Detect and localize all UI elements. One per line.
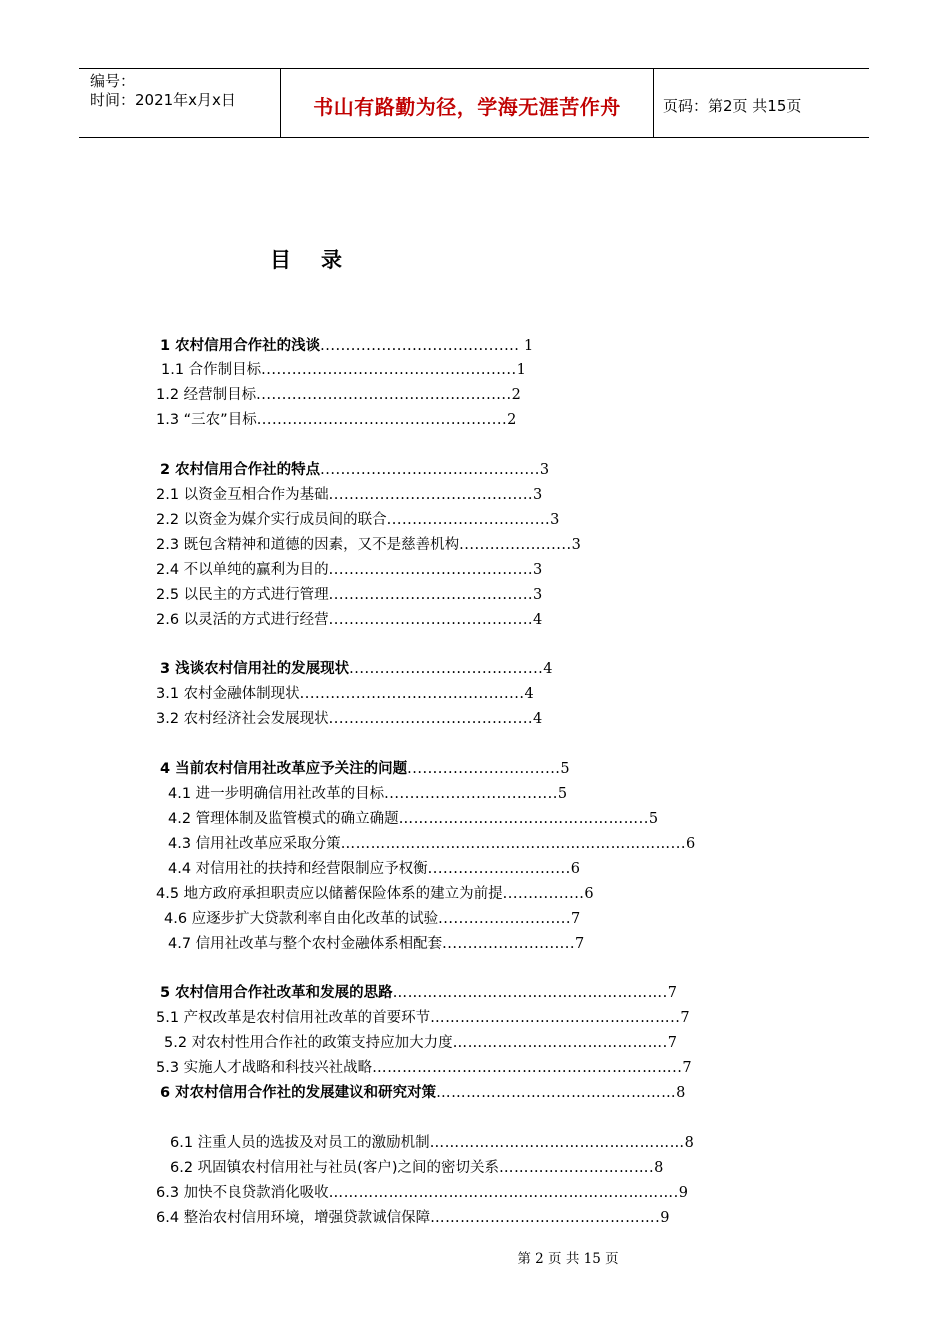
header-page-info <box>653 69 869 137</box>
toc-entry-page: 7 <box>571 911 581 927</box>
toc-entry-title: 4.3 信用社改革应采取分策 <box>168 836 341 852</box>
toc-entry[interactable] <box>160 759 570 779</box>
toc-entry-title: 6.3 加快不良贷款消化吸收 <box>156 1185 329 1201</box>
toc-entry-page: 9 <box>660 1210 670 1226</box>
toc-entry-title: 6.2 巩固镇农村信用社与社员(客户)之间的密切关系 <box>170 1160 499 1176</box>
toc-entry-page: 2 <box>511 387 521 403</box>
toc-entry[interactable] <box>156 1058 692 1078</box>
toc-entry-leader: ……………………………………. <box>452 1035 668 1051</box>
toc-entry[interactable] <box>168 859 580 879</box>
toc-entry-leader: ………………………………………….. <box>398 811 649 827</box>
toc-entry-leader: ........................................... <box>320 462 540 478</box>
toc-entry-page: 3 <box>533 562 543 578</box>
code-label: 编号： <box>90 72 136 90</box>
toc-entry-title: 4 当前农村信用社改革应予关注的问题 <box>160 761 408 777</box>
toc-entry[interactable] <box>168 834 695 854</box>
toc-entry-title: 5.3 实施人才战略和科技兴社战略 <box>156 1060 373 1076</box>
toc-entry-title: 2.1 以资金互相合作为基础 <box>156 487 329 503</box>
toc-entry-page: 3 <box>533 587 543 603</box>
toc-entry-page: 3 <box>539 462 550 478</box>
toc-entry-page: 4 <box>533 612 543 628</box>
toc-entry-title: 3 浅谈农村信用社的发展现状 <box>160 661 350 677</box>
toc-entry[interactable] <box>156 410 516 430</box>
toc-entry-leader: .............................. <box>407 761 561 777</box>
toc-entry-page: 7 <box>667 1035 678 1051</box>
toc-entry-leader: ........................................ <box>328 612 534 628</box>
toc-entry-title: 6.4 整治农村信用环境，增强贷款诚信保障 <box>156 1210 431 1226</box>
toc-entry-leader: ...................................... <box>349 661 544 677</box>
header-motto-cell <box>280 69 654 137</box>
toc-entry[interactable] <box>164 909 580 929</box>
toc-entry-leader: ........................................ <box>328 711 534 727</box>
toc-entry-page: 6 <box>584 886 594 902</box>
toc-entry[interactable] <box>161 360 526 380</box>
toc-entry-title: 1 农村信用合作社的浅谈 <box>160 338 321 354</box>
toc-entry-title: 2.3 既包含精神和道德的因素，又不是慈善机构 <box>156 537 460 553</box>
toc-entry-leader: .......................... <box>442 936 576 952</box>
toc-entry-page: 5 <box>560 761 570 777</box>
toc-entry-leader: …………………………………………………………... <box>340 836 686 852</box>
toc-entry[interactable] <box>156 485 542 505</box>
toc-entry-page: 1 <box>519 338 534 354</box>
page-info-text: 页码：第2页 共15页 <box>663 96 802 115</box>
toc-entry-leader: ................ <box>502 886 585 902</box>
toc-entry-leader: ………………………………………….. <box>430 1010 681 1026</box>
toc-entry[interactable] <box>156 535 581 555</box>
toc-entry-page: 2 <box>507 412 517 428</box>
toc-entry[interactable] <box>168 809 658 829</box>
toc-entry-page: 8 <box>676 1085 686 1101</box>
toc-entry-page: 1 <box>516 362 526 378</box>
toc-entry-leader: …………………………. <box>498 1160 655 1176</box>
toc-entry-leader: .................................. <box>384 786 558 802</box>
toc-entry-title: 4.1 进一步明确信用社改革的目标 <box>168 786 385 802</box>
toc-entry-title: 2.2 以资金为媒介实行成员间的联合 <box>156 512 387 528</box>
toc-entry-title: 1.2 经营制目标 <box>156 387 257 403</box>
toc-entry-page: 3 <box>571 537 581 553</box>
toc-entry-title: 4.7 信用社改革与整个农村金融体系相配套 <box>168 936 443 952</box>
toc-entry-title: 3.1 农村金融体制现状 <box>156 686 300 702</box>
toc-entry-leader: ………………………………………… <box>436 1085 677 1101</box>
toc-entry-page: 6 <box>570 861 580 877</box>
toc-entry-title: 3.2 农村经济社会发展现状 <box>156 711 329 727</box>
toc-entry[interactable] <box>156 1208 670 1228</box>
toc-entry[interactable] <box>160 1083 685 1103</box>
toc-entry[interactable] <box>156 510 559 530</box>
toc-entry-leader: ............................ <box>427 861 571 877</box>
toc-entry-title: 4.2 管理体制及监管模式的确立确题 <box>168 811 399 827</box>
toc-entry[interactable] <box>156 684 534 704</box>
toc-entry[interactable] <box>164 1033 677 1053</box>
toc-entry-leader: ...................... <box>459 537 572 553</box>
toc-entry-page: 8 <box>684 1135 694 1151</box>
toc-entry-page: 4 <box>533 711 543 727</box>
toc-title: 目录 <box>270 248 372 272</box>
toc-entry-leader: …………………………………………………….. <box>372 1060 683 1076</box>
toc-entry[interactable] <box>156 560 542 580</box>
toc-entry[interactable] <box>170 1133 694 1153</box>
toc-entry-page: 3 <box>550 512 560 528</box>
toc-entry-page: 6 <box>686 836 696 852</box>
toc-entry-leader: .................................................. <box>261 362 517 378</box>
toc-entry-leader: …………………………………………… <box>429 1135 685 1151</box>
toc-entry[interactable] <box>160 983 677 1003</box>
toc-entry-leader: ........................................ <box>328 562 534 578</box>
toc-entry-page: 7 <box>682 1060 692 1076</box>
toc-entry-title: 6.1 注重人员的选拔及对员工的激励机制 <box>170 1135 430 1151</box>
toc-entry-title: 2 农村信用合作社的特点 <box>160 462 321 478</box>
toc-entry-leader: ........................................ <box>328 487 534 503</box>
toc-entry-title: 4.6 应逐步扩大贷款利率自由化改革的试验 <box>164 911 439 927</box>
toc-entry-page: 7 <box>667 985 677 1001</box>
toc-entry-leader: ........................................ <box>328 587 534 603</box>
toc-entry-title: 5 农村信用合作社改革和发展的思路 <box>160 985 393 1001</box>
toc-entry-title: 2.6 以灵活的方式进行经营 <box>156 612 329 628</box>
motto-text: 书山有路勤为径，学海无涯苦作舟 <box>313 94 621 119</box>
toc-entry-title: 2.5 以民主的方式进行管理 <box>156 587 329 603</box>
header-meta <box>79 69 279 137</box>
toc-entry-page: 5 <box>648 811 659 827</box>
toc-entry[interactable] <box>160 460 549 480</box>
toc-entry-title: 4.4 对信用社的扶持和经营限制应予权衡 <box>168 861 428 877</box>
toc-entry-page: 7 <box>575 936 585 952</box>
toc-entry[interactable] <box>156 1183 688 1203</box>
toc-entry-leader: .................................................. <box>256 387 512 403</box>
toc-entry-title: 1.3 “三农”目标 <box>156 412 257 428</box>
toc-entry-leader: ............................................ <box>299 686 525 702</box>
toc-entry-page: 3 <box>533 487 543 503</box>
toc-entry-page: 8 <box>654 1160 664 1176</box>
toc-entry[interactable] <box>170 1158 663 1178</box>
page-header <box>79 68 869 138</box>
page-footer: 第 2 页 共 15 页 <box>517 1251 619 1267</box>
toc-entry-leader: ………………………………………. <box>430 1210 661 1226</box>
toc-entry-title: 2.4 不以单纯的赢利为目的 <box>156 562 329 578</box>
toc-entry-leader: ……………………………………………………………. <box>328 1185 679 1201</box>
toc-entry-leader: ....................................... <box>320 338 520 354</box>
toc-entry-title: 5.1 产权改革是农村信用社改革的首要环节 <box>156 1010 431 1026</box>
toc-entry-page: 9 <box>678 1185 689 1201</box>
toc-entry[interactable] <box>156 709 542 729</box>
toc-entry-leader: ................................ <box>386 512 551 528</box>
toc-entry-leader: ………………………………………………. <box>392 985 668 1001</box>
toc-entry-title: 1.1 合作制目标 <box>161 362 262 378</box>
toc-entry[interactable] <box>156 385 521 405</box>
toc-entry-leader: .......................... <box>438 911 572 927</box>
toc-entry-page: 4 <box>543 661 553 677</box>
toc-entry-title: 5.2 对农村性用合作社的政策支持应加大力度 <box>164 1035 453 1051</box>
toc-entry[interactable] <box>156 585 542 605</box>
toc-entry-page: 7 <box>680 1010 690 1026</box>
toc-entry[interactable] <box>160 336 533 356</box>
toc-entry[interactable] <box>168 934 584 954</box>
toc-entry[interactable] <box>156 610 542 630</box>
toc-entry[interactable] <box>156 1008 690 1028</box>
toc-entry[interactable] <box>156 884 594 904</box>
toc-entry[interactable] <box>168 784 567 804</box>
toc-entry[interactable] <box>160 659 553 679</box>
toc-entry-title: 4.5 地方政府承担职责应以储蓄保险体系的建立为前提 <box>156 886 503 902</box>
toc-entry-page: 5 <box>557 786 568 802</box>
toc-entry-title: 6 对农村信用合作社的发展建议和研究对策 <box>160 1085 437 1101</box>
time-label: 时间：2021年x月x日 <box>90 91 236 109</box>
toc-entry-leader: ................................................. <box>256 412 508 428</box>
toc-entry-page: 4 <box>524 686 534 702</box>
